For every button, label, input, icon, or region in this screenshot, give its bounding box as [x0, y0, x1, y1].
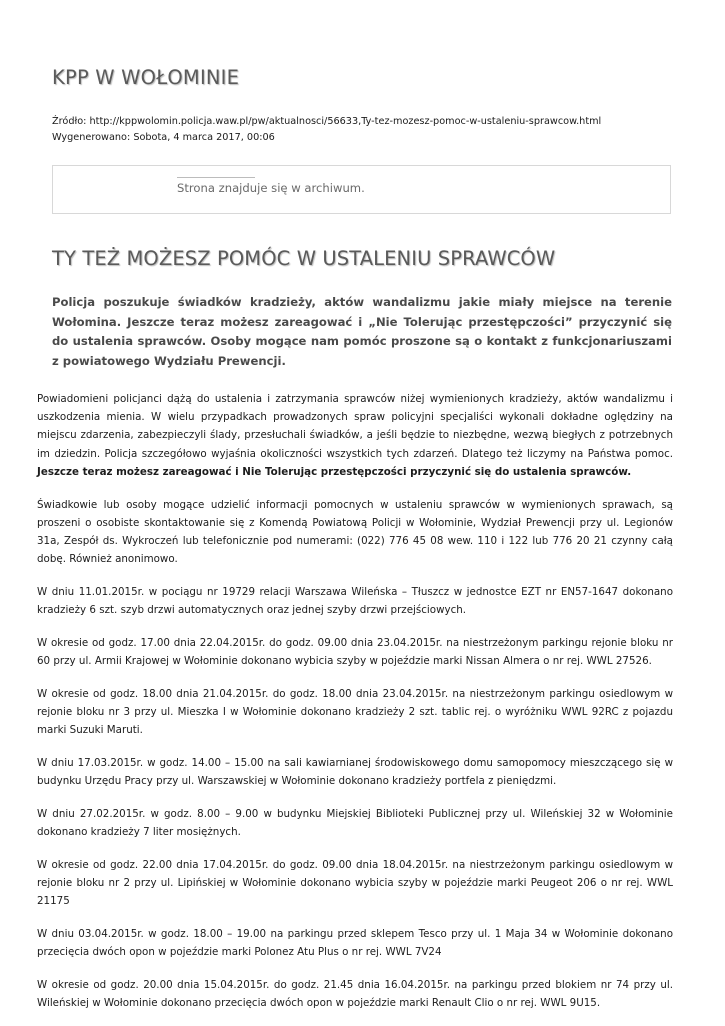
article-lead: Policja poszukuje świadków kradzieży, aktów wandalizmu jakie miały miejsce na terenie Wołomina. Jeszcze teraz możesz zareagować i „Nie Tolerując przestępczości” przyczynić się do ustalenia sprawców. Osoby mogące nam pomóc proszone są o kontakt z funkcjonariuszami z powiatowego Wydziału Prewencji. — [52, 295, 672, 368]
incident-item: W dniu 03.04.2015r. w godz. 18.00 – 19.00 na parkingu przed sklepem Tesco przy ul. 1 Maja 34 w Wołominie dokonano przecięcia dwóch opon w pojeździe marki Polonez Atu Plus o nr rej. WWL 7V24 — [37, 927, 673, 958]
archive-notice-box — [52, 165, 671, 214]
article-title: TY TEŻ MOŻESZ POMÓC W USTALENIU SPRAWCÓW — [52, 247, 556, 270]
incident-item: W okresie od godz. 17.00 dnia 22.04.2015r. do godz. 09.00 dnia 23.04.2015r. na niestrzeżonym parkingu rejonie bloku nr 60 przy ul. Armii Krajowej w Wołominie dokonano wybicia szyby w pojeździe marki Nissan Almera o nr rej. WWL 27526. — [37, 636, 673, 667]
incident-item: W dniu 17.03.2015r. w godz. 14.00 – 15.00 na sali kawiarnianej środowiskowego domu samopomocy mieszczącego się w budynku Urzędu Pracy przy ul. Warszawskiej w Wołominie dokonano kradzieży portfela z pieniędzmi. — [37, 756, 673, 787]
contact-paragraph: Świadkowie lub osoby mogące udzielić informacji pomocnych w ustaleniu sprawców w wymienionych sprawach, są proszeni o osobiste skontaktowanie się z Komendą Powiatową Policji w Wołominie, Wydział Prewencji przy ul. Legionów 31a, Zespół ds. Wykroczeń lub telefonicznie pod numerami: (022) 776 45 08 wew. 110 i 122 lub 776 20 21 czynny całą dobę. Również anonimowo. — [37, 498, 673, 566]
site-title: KPP W WOŁOMINIE — [52, 66, 240, 89]
archive-notice-text: Strona znajduje się w archiwum. — [177, 181, 365, 195]
incident-item: W okresie od godz. 18.00 dnia 21.04.2015r. do godz. 18.00 dnia 23.04.2015r. na niestrzeżonym parkingu osiedlowym w rejonie bloku nr 3 przy ul. Mieszka I w Wołominie dokonano kradzieży 2 szt. tablic rej. o wyróżniku WWL 92RC z pojazdu marki Suzuki Maruti. — [37, 687, 673, 737]
incident-item: W okresie od godz. 22.00 dnia 17.04.2015r. do godz. 09.00 dnia 18.04.2015r. na niestrzeżonym parkingu osiedlowym w rejonie bloku nr 2 przy ul. Lipińskiej w Wołominie dokonano wybicia szyby w pojeździe marki Peugeot 206 o nr rej. WWL 21175 — [37, 858, 673, 907]
body-paragraph-text: Powiadomieni policjanci dążą do ustalenia i zatrzymania sprawców niżej wymienionych kradzieży, aktów wandalizmu i uszkodzenia mienia. W wielu przypadkach prowadzonych spraw policyjni specjaliści wykonali dokładne oględziny na miejscu zdarzenia, zabezpieczyli ślady, przesłuchali świadków, a jeśli będzie to niezbędne, wezwą biegłych z potrzebnych im dziedzin. Policja szczegółowo wyjaśnia okoliczności wszystkich tych zdarzeń. Dlatego też liczymy na Państwa pomoc. — [37, 393, 673, 460]
generated-date-line: Wygenerowano: Sobota, 4 marca 2017, 00:06 — [52, 132, 275, 143]
document-meta — [52, 114, 601, 146]
body-paragraph-bold-text: Jeszcze teraz możesz zareagować i Nie Tolerując przestępczości przyczynić się do ustalenia sprawców. — [37, 465, 632, 478]
incident-item: W dniu 11.01.2015r. w pociągu nr 19729 relacji Warszawa Wileńska – Tłuszcz w jednostce EZT nr EN57-1647 dokonano kradzieży 6 szt. szyb drzwi automatycznych oraz jednej szyby drzwi przejściowych. — [37, 585, 673, 617]
body-paragraph — [37, 390, 673, 481]
incident-item: W okresie od godz. 20.00 dnia 15.04.2015r. do godz. 21.45 dnia 16.04.2015r. na parkingu przed blokiem nr 74 przy ul. Wileńskiej w Wołominie dokonano przecięcia dwóch opon w pojeździe marki Renault Clio o nr rej. WWL 9U15. — [37, 978, 673, 1009]
archive-notice-divider — [177, 177, 255, 178]
incident-item: W dniu 27.02.2015r. w godz. 8.00 – 9.00 w budynku Miejskiej Biblioteki Publicznej przy ul. Wileńskiej 32 w Wołominie dokonano kradzieży 7 liter mosiężnych. — [37, 807, 673, 838]
article-body — [37, 390, 673, 1026]
source-url-line: Źródło: http://kppwolomin.policja.waw.pl/pw/aktualnosci/56633,Ty-tez-mozesz-pomoc-w-ustaleniu-sprawcow.html — [52, 116, 602, 127]
